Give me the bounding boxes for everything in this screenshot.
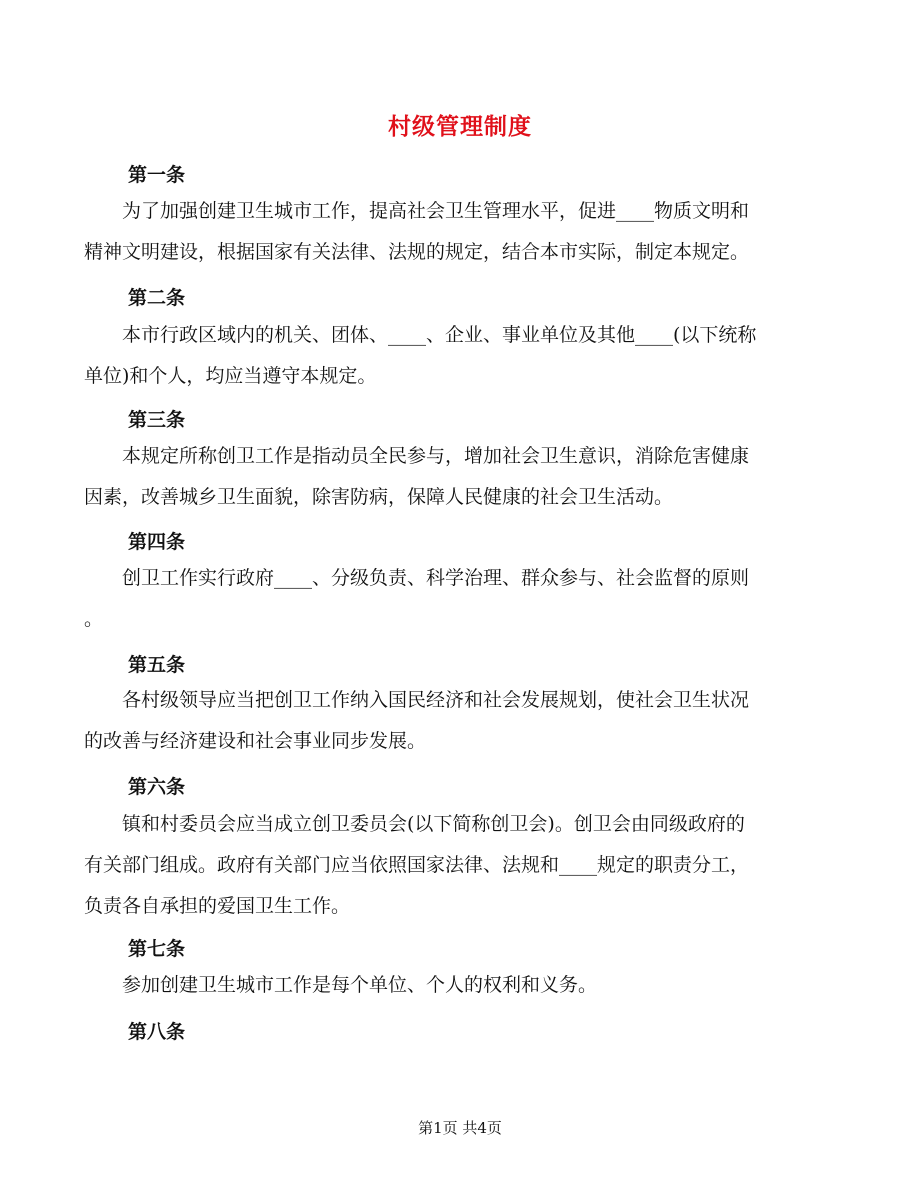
article-heading-2: 第二条	[128, 287, 186, 309]
article-line: 的改善与经济建设和社会事业同步发展。	[84, 730, 427, 752]
article-body-4	[84, 558, 824, 640]
document-title: 村级管理制度	[388, 114, 532, 140]
article-heading-8: 第八条	[128, 1021, 186, 1043]
article-line: 本市行政区域内的机关、团体、____、企业、事业单位及其他____(以下统称	[122, 324, 757, 346]
article-line: 参加创建卫生城市工作是每个单位、个人的权利和义务。	[122, 974, 598, 996]
article-heading-1: 第一条	[128, 164, 186, 186]
article-line: 精神文明建设，根据国家有关法律、法规的规定，结合本市实际，制定本规定。	[84, 241, 750, 263]
article-heading-5: 第五条	[128, 654, 186, 676]
article-body-3	[84, 436, 824, 518]
article-line: 本规定所称创卫工作是指动员全民参与，增加社会卫生意识，消除危害健康	[122, 445, 750, 467]
article-body-1	[84, 191, 824, 273]
article-line: 各村级领导应当把创卫工作纳入国民经济和社会发展规划，使社会卫生状况	[122, 689, 750, 711]
article-line: 镇和村委员会应当成立创卫委员会(以下简称创卫会)。创卫会由同级政府的	[122, 813, 745, 835]
article-line: 有关部门组成。政府有关部门应当依照国家法律、法规和____规定的职责分工，	[84, 854, 750, 876]
article-body-2	[84, 315, 824, 397]
article-heading-7: 第七条	[128, 938, 186, 960]
article-body-7	[84, 965, 824, 1006]
article-line: 。	[84, 608, 104, 630]
article-line: 为了加强创建卫生城市工作，提高社会卫生管理水平，促进____物质文明和	[122, 200, 750, 222]
article-line: 单位)和个人，均应当遵守本规定。	[84, 365, 377, 387]
article-line: 因素，改善城乡卫生面貌，除害防病，保障人民健康的社会卫生活动。	[84, 486, 674, 508]
article-line: 负责各自承担的爱国卫生工作。	[84, 895, 351, 917]
article-heading-4: 第四条	[128, 531, 186, 553]
article-heading-3: 第三条	[128, 409, 186, 431]
article-body-5	[84, 680, 824, 762]
page-number-footer: 第1页 共4页	[418, 1119, 502, 1137]
article-line: 创卫工作实行政府____、分级负责、科学治理、群众参与、社会监督的原则	[122, 567, 750, 589]
article-body-6	[84, 804, 824, 927]
article-heading-6: 第六条	[128, 776, 186, 798]
